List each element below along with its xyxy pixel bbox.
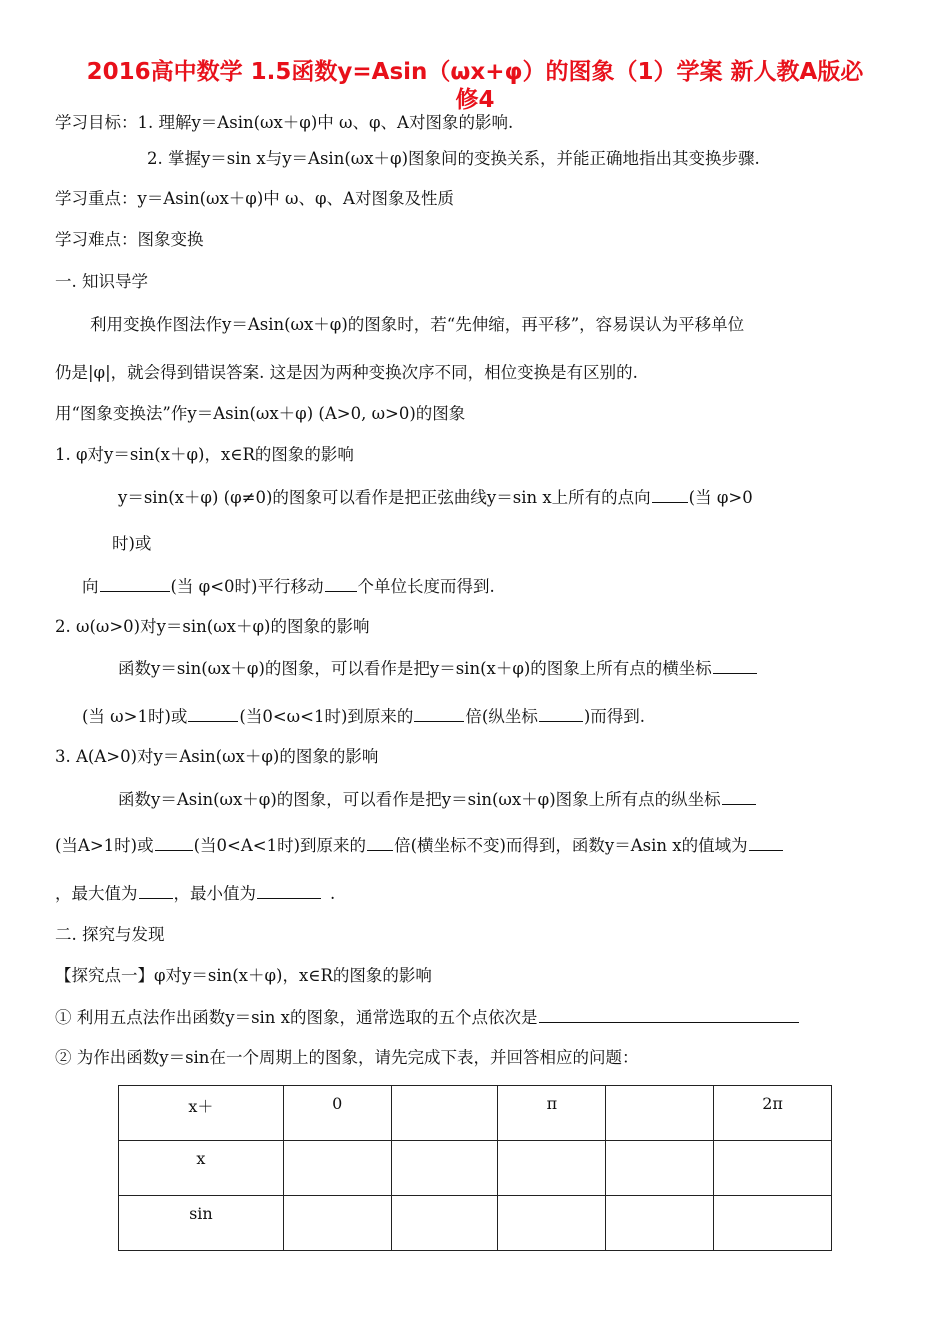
item-1-text: (当 φ<0时)平行移动 — [170, 577, 324, 596]
item-3-line-c — [55, 882, 335, 905]
table-cell[interactable] — [606, 1141, 714, 1196]
item-3-text: 倍(横坐标不变)而得到，函数y＝Asin x的值域为 — [394, 836, 748, 855]
item-2-text: 函数y＝sin(ωx＋φ)的图象，可以看作是把y＝sin(x＋φ)的图象上所有点的横坐标 — [118, 659, 712, 678]
item-2-line-b — [82, 705, 645, 728]
table-cell[interactable] — [714, 1141, 832, 1196]
item-2-text: (当 ω>1时)或 — [82, 707, 188, 726]
table-cell[interactable]: 2π — [714, 1086, 832, 1141]
table-row — [119, 1196, 832, 1251]
question-2: ② 为作出函数y＝sin在一个周期上的图象，请先完成下表，并回答相应的问题： — [55, 1048, 639, 1067]
table-row-header-cell: x＋ — [119, 1086, 284, 1141]
fill-blank[interactable] — [325, 575, 357, 592]
item-1-line-c — [82, 575, 495, 598]
fill-blank[interactable] — [257, 882, 321, 899]
section-1-heading: 一. 知识导学 — [55, 272, 148, 291]
value-table — [118, 1085, 832, 1251]
table-cell[interactable]: π — [498, 1086, 606, 1141]
fill-blank[interactable] — [652, 486, 688, 503]
document-title-line-2: 修4 — [455, 87, 495, 113]
item-1-line-a — [118, 486, 753, 509]
item-3-line-b — [55, 834, 784, 857]
fill-blank[interactable] — [414, 705, 464, 722]
table-cell[interactable]: 0 — [283, 1086, 391, 1141]
item-3-text: ，最大值为 — [55, 884, 138, 903]
document-title-line-1: 2016高中数学 1.5函数y=Asin（ωx+φ）的图象（1）学案 新人教A版必 — [86, 59, 864, 85]
table-cell[interactable] — [391, 1141, 498, 1196]
item-1-line-b: 时)或 — [112, 534, 152, 553]
fill-blank[interactable] — [713, 657, 757, 674]
paragraph-2: 用“图象变换法”作y＝Asin(ωx＋φ) (A>0, ω>0)的图象 — [55, 404, 466, 423]
table-cell[interactable] — [714, 1196, 832, 1251]
table-cell[interactable] — [498, 1141, 606, 1196]
learning-goal-2: 2. 掌握y＝sin x与y＝Asin(ωx＋φ)图象间的变换关系，并能正确地指出其变换步骤. — [147, 149, 760, 168]
fill-blank[interactable] — [722, 788, 756, 805]
item-2-text: 倍(纵坐标 — [465, 707, 538, 726]
fill-blank[interactable] — [367, 834, 393, 851]
table-row — [119, 1141, 832, 1196]
table-row-header-cell: x — [119, 1141, 284, 1196]
table-cell[interactable] — [498, 1196, 606, 1251]
item-3-heading: 3. A(A>0)对y＝Asin(ωx＋φ)的图象的影响 — [55, 747, 379, 766]
fill-blank[interactable] — [539, 705, 583, 722]
section-2-heading: 二. 探究与发现 — [55, 925, 165, 944]
learning-difficulty: 学习难点：图象变换 — [55, 230, 204, 249]
item-2-text: )而得到. — [583, 707, 646, 726]
table-cell[interactable] — [391, 1086, 498, 1141]
question-1 — [55, 1006, 800, 1029]
fill-blank[interactable] — [139, 882, 173, 899]
learning-goal-1: 学习目标：1. 理解y＝Asin(ωx＋φ)中 ω、φ、A对图象的影响. — [55, 113, 514, 132]
question-1-text: ① 利用五点法作出函数y＝sin x的图象，通常选取的五个点依次是 — [55, 1008, 538, 1027]
item-3-text: (当A>1时)或 — [55, 836, 154, 855]
item-2-text: (当0<ω<1时)到原来的 — [239, 707, 414, 726]
item-3-text: 函数y＝Asin(ωx＋φ)的图象，可以看作是把y＝sin(ωx＋φ)图象上所有点的纵坐标 — [118, 790, 721, 809]
table-row — [119, 1086, 832, 1141]
fill-blank[interactable] — [749, 834, 783, 851]
item-3-text: ，最小值为 — [173, 884, 256, 903]
explore-point-1: 【探究点一】φ对y＝sin(x＋φ)，x∈R的图象的影响 — [55, 966, 432, 985]
item-1-heading: 1. φ对y＝sin(x＋φ)，x∈R的图象的影响 — [55, 445, 354, 464]
item-2-heading: 2. ω(ω>0)对y＝sin(ωx＋φ)的图象的影响 — [55, 617, 370, 636]
paragraph-1-line-1: 利用变换作图法作y＝Asin(ωx＋φ)的图象时，若“先伸缩，再平移”，容易误认为平移单位 — [90, 315, 745, 334]
paragraph-1-line-2: 仍是|φ|，就会得到错误答案. 这是因为两种变换次序不同，相位变换是有区别的. — [55, 363, 638, 382]
item-1-text: 向 — [82, 577, 99, 596]
fill-blank[interactable] — [155, 834, 193, 851]
item-1-text: (当 φ>0 — [688, 488, 753, 507]
item-1-text: 个单位长度而得到. — [357, 577, 495, 596]
item-3-text: (当0<A<1时)到原来的 — [193, 836, 367, 855]
table-cell[interactable] — [391, 1196, 498, 1251]
table-cell[interactable] — [283, 1196, 391, 1251]
table-row-header-cell: sin — [119, 1196, 284, 1251]
fill-blank[interactable] — [539, 1006, 799, 1023]
learning-key-point: 学习重点：y＝Asin(ωx＋φ)中 ω、φ、A对图象及性质 — [55, 189, 454, 208]
table-cell[interactable] — [606, 1196, 714, 1251]
item-3-text: . — [330, 884, 336, 903]
item-2-line-a — [118, 657, 758, 680]
table-cell[interactable] — [606, 1086, 714, 1141]
item-3-line-a — [118, 788, 757, 811]
table-cell[interactable] — [283, 1141, 391, 1196]
fill-blank[interactable] — [188, 705, 238, 722]
item-1-text: y＝sin(x＋φ) (φ≠0)的图象可以看作是把正弦曲线y＝sin x上所有的点向 — [118, 488, 651, 507]
fill-blank[interactable] — [100, 575, 170, 592]
